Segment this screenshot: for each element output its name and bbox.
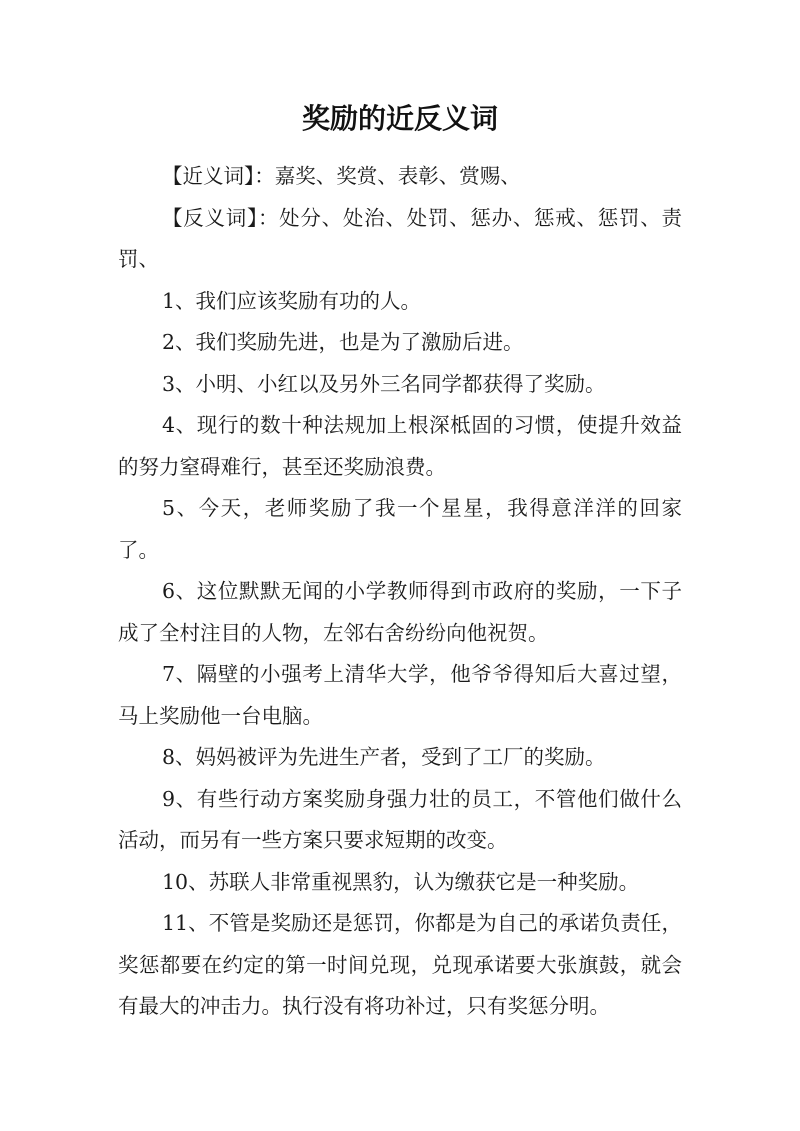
example-sentence-3: 3、小明、小红以及另外三名同学都获得了奖励。: [162, 371, 606, 396]
example-sentence-9: 9、有些行动方案奖励身强力壮的员工，不管他们做什么活动，而另有一些方案只要求短期的改变。: [118, 786, 682, 852]
example-sentence-11: 11、不管是奖励还是惩罚，你都是为自己的承诺负责任，奖惩都要在约定的第一时间兑现，兑现承诺要大张旗鼓，就会有最大的冲击力。执行没有将功补过，只有奖惩分明。: [118, 911, 682, 1018]
example-sentence-1: 1、我们应该奖励有功的人。: [162, 288, 422, 313]
example-sentence-5: 5、今天，老师奖励了我一个星星，我得意洋洋的回家了。: [118, 496, 682, 562]
example-sentence-2: 2、我们奖励先进，也是为了激励后进。: [162, 330, 524, 354]
synonyms-paragraph: 【近义词】：嘉奖、奖赏、表彰、赏赐、: [162, 164, 521, 188]
document-body: [118, 156, 682, 1028]
document-title: 奖励的近反义词: [301, 102, 498, 135]
antonyms-paragraph: 【反义词】：处分、处治、处罚、惩办、惩戒、惩罚、责罚、: [118, 205, 682, 271]
example-sentence-8: 8、妈妈被评为先进生产者，受到了工厂的奖励。: [162, 745, 606, 769]
example-sentence-4: 4、现行的数十种法规加上根深柢固的习惯，使提升效益的努力窒碍难行，甚至还奖励浪费。: [118, 413, 682, 479]
example-sentence-7: 7、隔壁的小强考上清华大学，他爷爷得知后大喜过望，马上奖励他一台电脑。: [118, 662, 682, 728]
example-sentence-10: 10、苏联人非常重视黑豹，认为缴获它是一种奖励。: [162, 869, 640, 894]
example-sentence-6: 6、这位默默无闻的小学教师得到市政府的奖励，一下子成了全村注目的人物，左邻右舍纷纷向他祝贺。: [118, 579, 682, 645]
